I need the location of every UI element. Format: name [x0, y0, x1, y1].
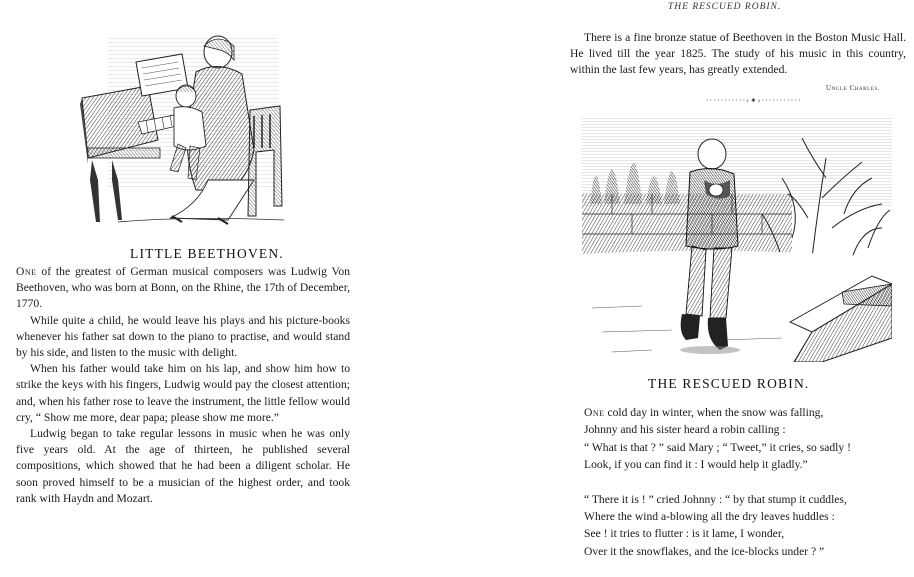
divider-ornament: ···········‹✦›··········· — [706, 96, 802, 105]
beethoven-piano-illustration — [78, 30, 294, 226]
boy-robin-illustration — [582, 118, 892, 362]
poem-line: Where the wind a-blowing all the dry leaves huddles : — [584, 510, 835, 524]
poem-line — [584, 404, 908, 421]
paragraph — [16, 264, 350, 313]
poem-stanza — [584, 404, 908, 474]
drop-lead-word: One — [16, 265, 37, 278]
poem-line: “ There it is ! ” cried Johnny : “ by that stump it cuddles, — [584, 492, 847, 506]
paragraph: When his father would take him on his lap, and show him how to strike the keys with his fingers, Ludwig would pay the closest attention; and, when his father rose to leave the instrument, the little fellow would cry, “ Show me more, dear papa; please show me more.” — [16, 362, 350, 424]
running-head: THE RESCUED ROBIN. — [668, 2, 782, 12]
paragraph-text: There is a fine bronze statue of Beethoven in the Boston Music Hall. He lived till the year 1825. The study of his music in this country, within the last few years, has greatly extended. — [570, 31, 906, 77]
paragraph: Ludwig began to take regular lessons in music when he was only five years old. At the age of thirteen, he published several compositions, which showed that he had been a diligent scholar. He soon proved himself to be a musician of the highest order, and took rank with Haydn and Mozart. — [16, 427, 350, 505]
drop-lead-word: One — [584, 406, 605, 419]
author-signature: Uncle Charles. — [826, 84, 881, 92]
poem-body — [584, 404, 908, 577]
poem-line: See ! it tries to flutter : is it lame, I wonder, — [584, 527, 785, 541]
poem-line-text: cold day in winter, when the snow was falling, — [604, 406, 824, 419]
article-body — [16, 264, 350, 507]
paragraph: While quite a child, he would leave his plays and his picture-books whenever his father sat down to the piano to practise, and would stand by his side, and listen to the music with delight. — [16, 313, 350, 360]
paragraph-text: of the greatest of German musical composers was Ludwig Von Beethoven, who was born at Bonn, on the Rhine, the 17th of December, 1770. — [16, 265, 350, 311]
intro-paragraph — [570, 30, 906, 79]
poem-line: “ What is that ? ” said Mary ; “ Tweet,” it cries, so sadly ! — [584, 440, 851, 454]
poem-line: Over it the snowflakes, and the ice-blocks under ? ” — [584, 544, 825, 558]
article-title: LITTLE BEETHOVEN. — [130, 246, 284, 261]
poem-stanza — [584, 491, 908, 561]
poem-title: THE RESCUED ROBIN. — [648, 376, 810, 391]
poem-line: Look, if you can find it : I would help it gladly.” — [584, 458, 808, 472]
poem-line: Johnny and his sister heard a robin calling : — [584, 423, 786, 437]
